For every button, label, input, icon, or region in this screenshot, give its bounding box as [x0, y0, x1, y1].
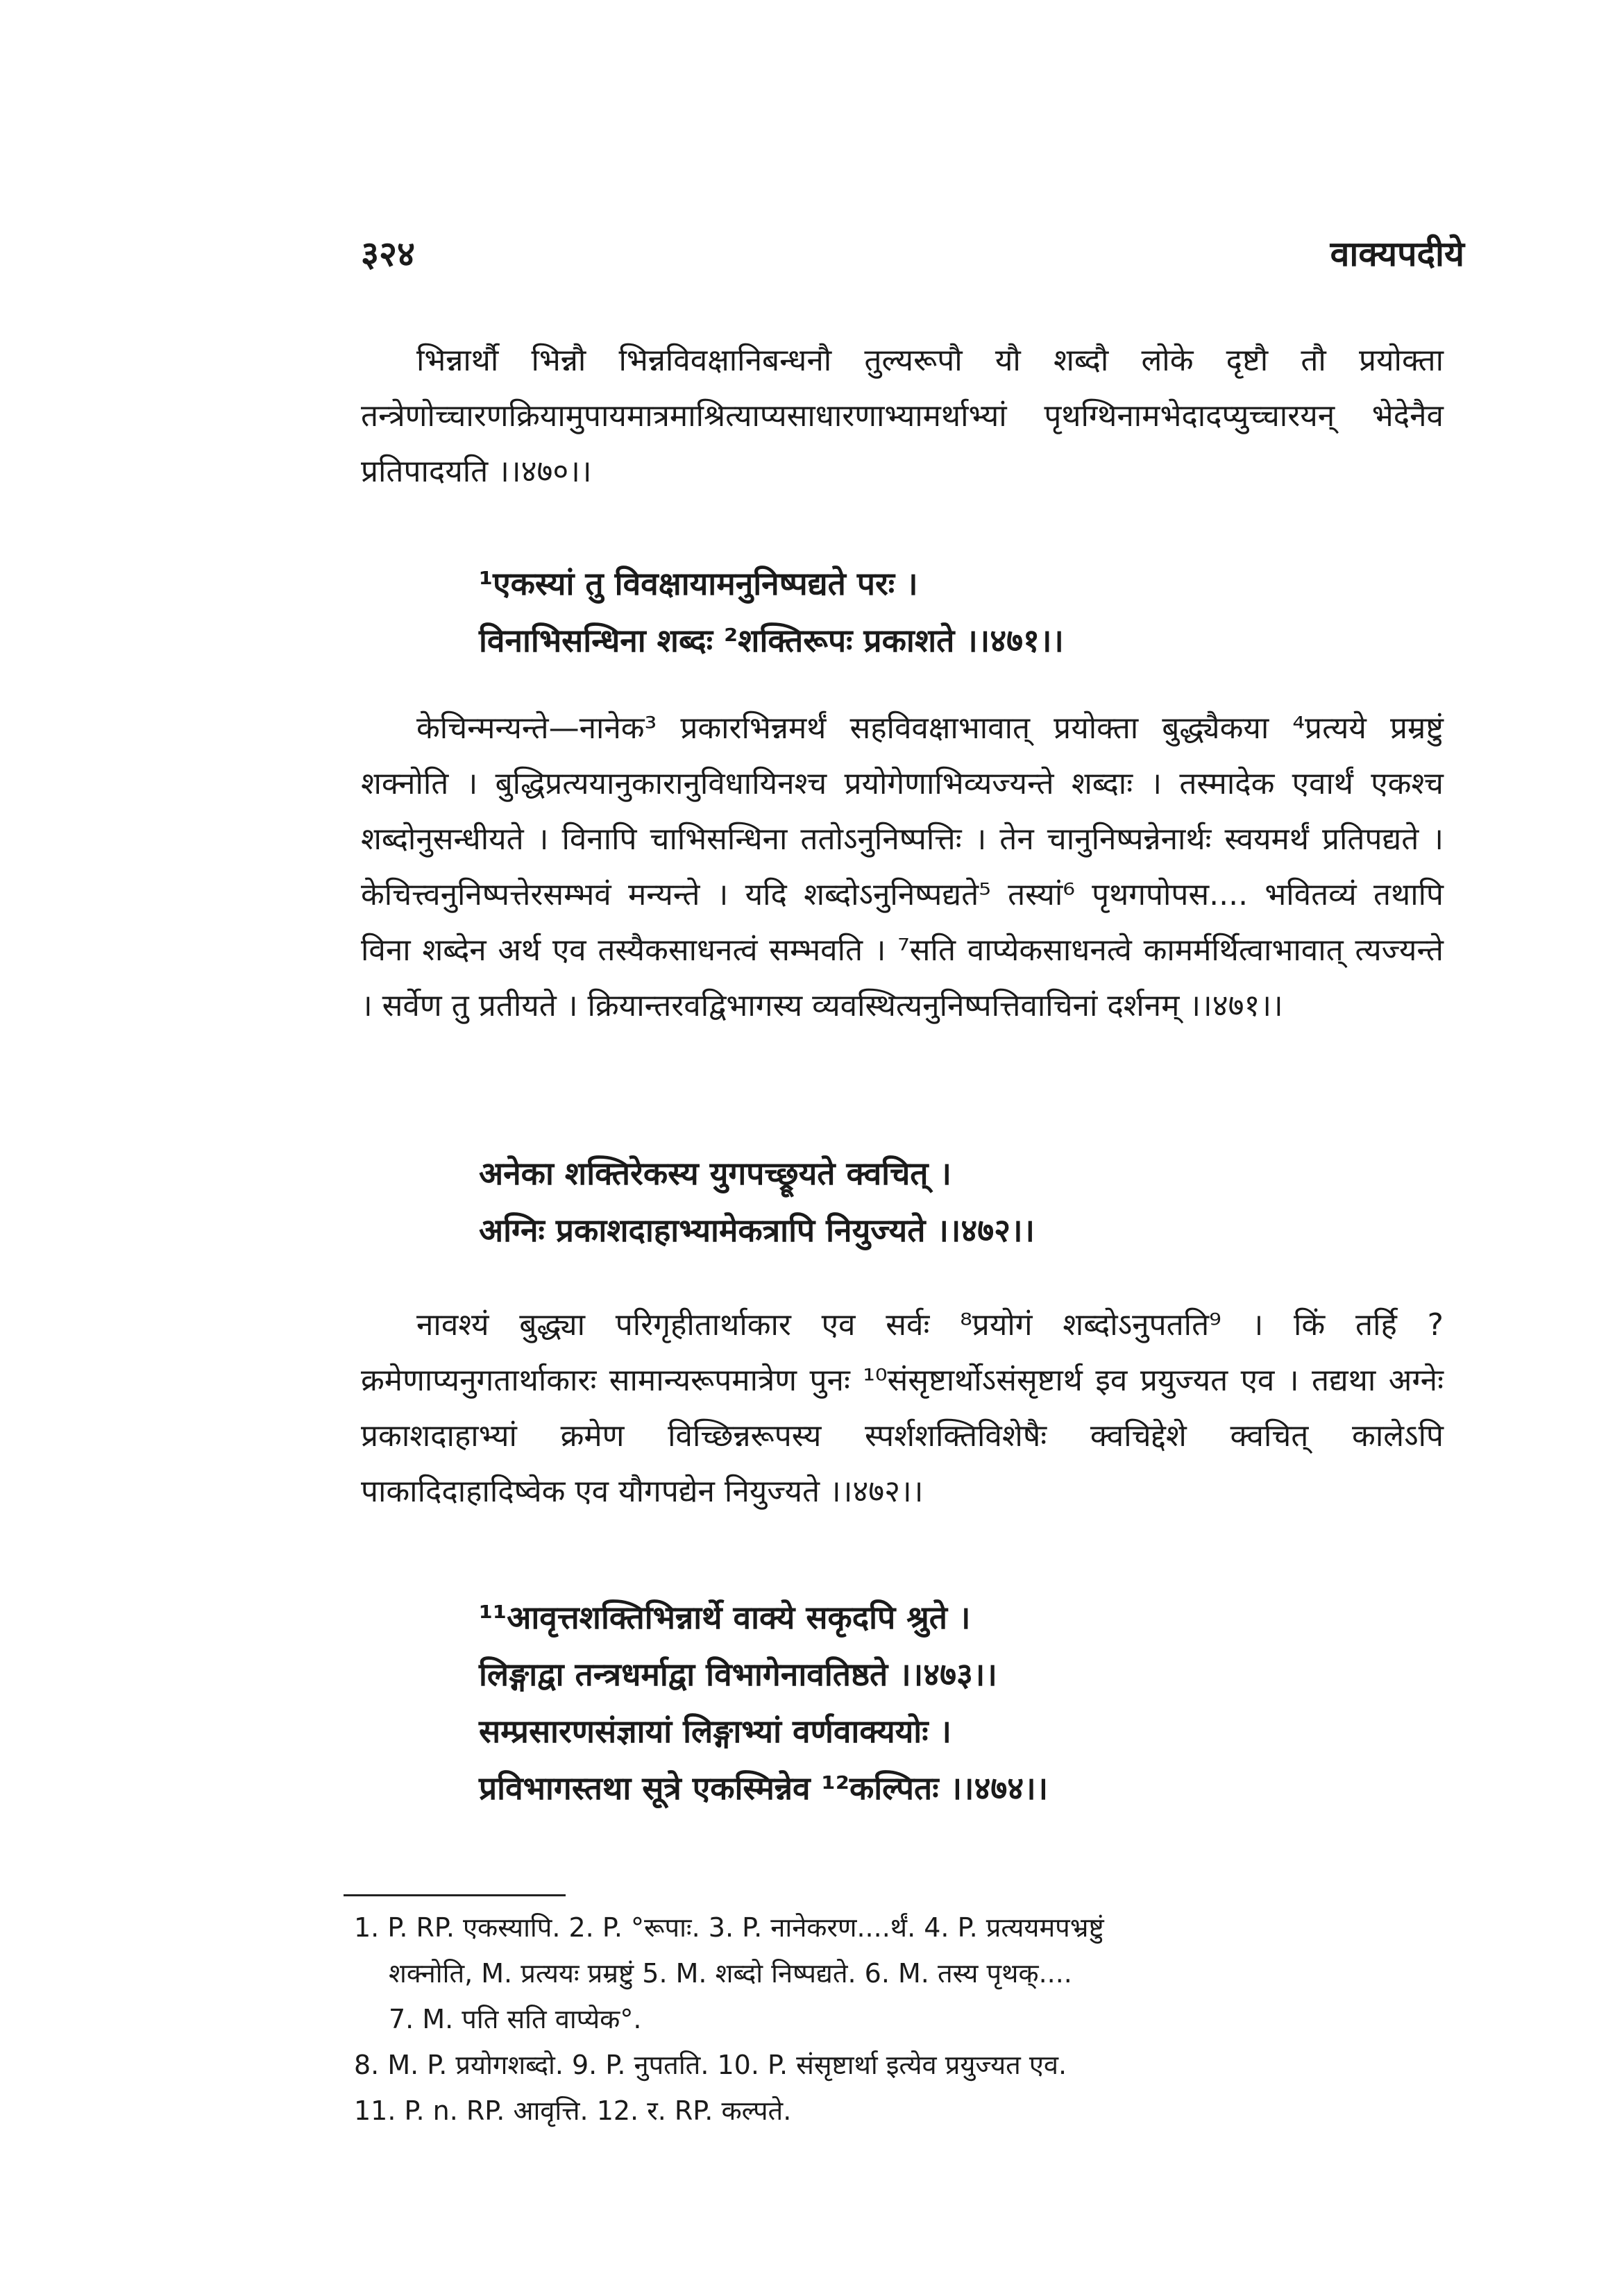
verse-line: प्रविभागस्तथा सूत्रे एकस्मिन्नेव ¹²कल्पितः ।।४७४।। — [479, 1769, 1049, 1807]
footnote-line: 1. P. RP. एकस्यापि. 2. P. °रूपाः. 3. P. नानेकरण....र्थं. 4. P. प्रत्ययमपभ्रष्टुं — [354, 1912, 1104, 1943]
verse-line: सम्प्रसारणसंज्ञायां लिङ्गाभ्यां वर्णवाक्ययोः । — [479, 1712, 951, 1750]
verse-line: विनाभिसन्धिना शब्दः ²शक्तिरूपः प्रकाशते ।।४७१।। — [479, 622, 1064, 659]
footnote-line: 8. M. P. प्रयोगशब्दो. 9. P. नुपतति. 10. P. संसृष्टार्था इत्येव प्रयुज्यत एव. — [354, 2050, 1067, 2080]
running-title: वाक्यपदीये — [1330, 234, 1464, 274]
verse-line: लिङ्गाद्वा तन्त्रधर्माद्वा विभागेनावतिष्ठते ।।४७३।। — [479, 1656, 997, 1693]
verse-line: ¹¹आवृत्तशक्तिभिन्नार्थे वाक्ये सकृदपि श्रुते । — [479, 1599, 971, 1636]
commentary-paragraph-471: केचिन्मन्यन्ते—नानेक³ प्रकारभिन्नमर्थं सहविवक्षाभावात् प्रयोक्ता बुद्ध्यैकया ⁴प्रत्यये प्रम्रष्टुं शक्नोति । बुद्धिप्रत्ययानुकारानुविधायिनश्च प्रयोगेणाभिव्यज्यन्ते शब्दाः । तस्मादेक एवार्थं एकश्च शब्दोनुसन्धीयते । विनापि चाभिसन्धिना ततोऽनुनिष्पत्तिः । तेन चानुनिष्पन्नेनार्थः स्वयमर्थं प्रतिपद्यते । केचित्त्वनुनिष्पत्तेरसम्भवं मन्यन्ते । यदि शब्दोऽनुनिष्पद्यते⁵ तस्यां⁶ पृथगपोपस.... भवितव्यं तथापि विना शब्देन अर्थ एव तस्यैकसाधनत्वं सम्भवति । ⁷सति वाप्येकसाधनत्वे कामर्मर्थित्वाभावात् त्यज्यन्ते । सर्वेण तु प्रतीयते । क्रियान्तरवद्विभागस्य व्यवस्थित्यनुनिष्पत्तिवाचिनां दर्शनम् ।।४७१।। — [361, 711, 1444, 1023]
footnote-line: 11. P. n. RP. आवृत्ति. 12. र. RP. कल्पते. — [354, 2095, 792, 2126]
footnote-line: शक्नोति, M. प्रत्ययः प्रम्रष्टुं 5. M. शब्दो निष्पद्यते. 6. M. तस्य पृथक्.... — [389, 1958, 1072, 1989]
verse-472 — [479, 1145, 1464, 1259]
footnote-divider — [344, 1894, 566, 1896]
page-number: ३२४ — [361, 234, 415, 274]
page-header — [361, 229, 1464, 284]
verse-473-474 — [479, 1589, 1464, 1817]
verse-line: ¹एकस्यां तु विवक्षायामनुनिष्पद्यते परः । — [479, 565, 918, 602]
verse-line: अग्निः प्रकाशदाहाभ्यामेकत्रापि नियुज्यते ।।४७२।। — [479, 1211, 1035, 1249]
commentary-paragraph-472: नावश्यं बुद्ध्या परिगृहीतार्थाकार एव सर्वः ⁸प्रयोगं शब्दोऽनुपतति⁹ । किं तर्हि ? क्रमेणाप्यनुगतार्थाकारः सामान्यरूपमात्रेण पुनः ¹⁰संसृष्टार्थोऽसंसृष्टार्थ इव प्रयुज्यत एव । तद्यथा अग्नेः प्रकाशदाहाभ्यां क्रमेण विच्छिन्नरूपस्य स्पर्शशक्तिविशेषैः क्वचिद्देशे क्वचित् कालेऽपि पाकादिदाहादिष्वेक एव यौगपद्येन नियुज्यते ।।४७२।। — [361, 1307, 1444, 1509]
footnotes — [354, 1905, 1464, 2134]
verse-471 — [479, 555, 1464, 669]
verse-line: अनेका शक्तिरेकस्य युगपच्छ्रूयते क्वचित् । — [479, 1155, 951, 1192]
footnote-line: 7. M. पति सति वाप्येक°. — [389, 2004, 642, 2034]
commentary-paragraph-470: भिन्नार्थौ भिन्नौ भिन्नविवक्षानिबन्धनौ तुल्यरूपौ यौ शब्दौ लोके दृष्टौ तौ प्रयोक्ता तन्त्रेणोच्चारणक्रियामुपायमात्रमाश्रित्याप्यसाधारणाभ्यामर्थाभ्यां पृथग्थिनामभेदादप्युच्चारयन् भेदेनैव प्रतिपादयति ।।४७०।। — [361, 343, 1444, 489]
